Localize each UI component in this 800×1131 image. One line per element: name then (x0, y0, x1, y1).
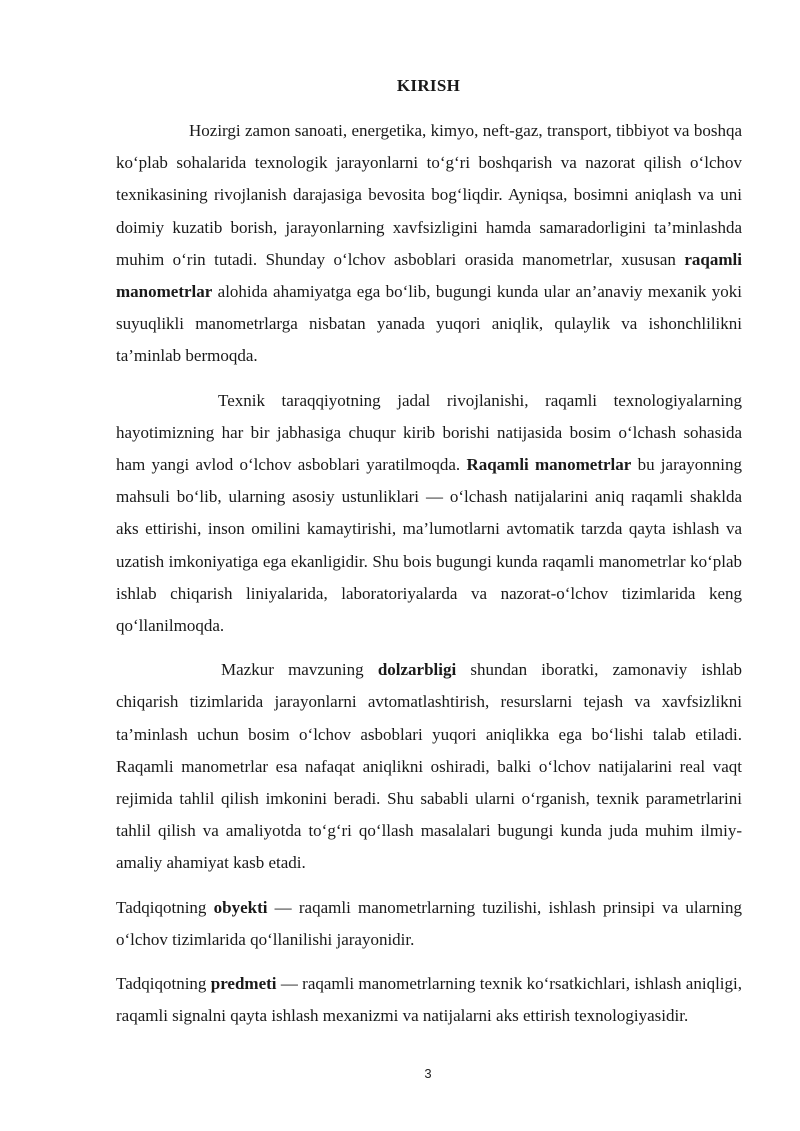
body-text (116, 115, 742, 1044)
paragraph-text: Hozirgi zamon sanoati, energetika, kimyo, neft-gaz, transport, tibbiyot va boshqa ko‘plab sohalarida texnologik jarayonlarni to‘g‘ri boshqarish va nazorat qilish o‘lchov texnikasining rivojlanish darajasiga bevosita bog‘liqdir. Ayniqsa, bosimni aniqlash va uni doimiy kuzatib borish, jarayonlarning xavfsizligini hamda samaradorligini ta’minlashda muhim o‘rin tutadi. Shunday o‘lchov asboblari orasida manometrlar, xususan (116, 121, 742, 269)
section-title: KIRISH (396, 76, 461, 95)
bold-term: dolzarbligi (377, 660, 457, 680)
bold-term: Raqamli manometrlar (466, 455, 632, 475)
paragraph-text: Tadqiqotning (116, 974, 211, 994)
paragraph-research-subject (116, 968, 742, 1032)
paragraph-text: Mazkur mavzuning (221, 660, 378, 680)
paragraph-research-object (116, 892, 742, 956)
paragraph-relevance (116, 654, 742, 879)
bold-term: obyekti (213, 897, 268, 917)
paragraph-technical-progress (116, 385, 742, 643)
bold-term: predmeti (210, 974, 277, 994)
paragraph-introduction (116, 115, 742, 373)
paragraph-text: Texnik taraqqiyotning jadal rivojlanishi, raqamli texnologiyalarning hayotimizning har bir jabhasiga chuqur kirib borishi natijasida bosim o‘lchash sohasida ham yangi avlod o‘lchov asboblari yaratilmoqda. (116, 390, 742, 475)
paragraph-text: shundan iboratki, zamonaviy ishlab chiqarish tizimlarida jarayonlarni avtomatlashtirish, resurslarni tejash va xavfsizlikni ta’minlash uchun bosim o‘lchov asboblari yuqori aniqlikka ega bo‘lishi talab etiladi. Raqamli manometrlar esa nafaqat aniqlikni oshiradi, balki o‘lchov natijalarini real vaqt rejimida tahlil qilish imkonini beradi. Shu sababli ularni o‘rganish, texnik parametrlarini tahlil qilish va amaliyotda to‘g‘ri qo‘llash masalalari bugungi kunda juda muhim ilmiy-amaliy ahamiyat kasb etadi. (116, 660, 742, 873)
paragraph-text: alohida ahamiyatga ega bo‘lib, bugungi kunda ular an’anaviy mexanik yoki suyuqlikli manometrlarga nisbatan yanada yuqori aniqlik, qulaylik va ishonchlilikni ta’minlab bermoqda. (116, 282, 742, 366)
paragraph-text: Tadqiqotning (116, 897, 214, 917)
paragraph-text: — raqamli manometrlarning tuzilishi, ishlash prinsipi va ularning o‘lchov tizimlarida qo‘llanilishi jarayonidir. (116, 897, 742, 949)
bold-term: raqamli manometrlar (116, 249, 742, 302)
paragraph-text: bu jarayonning mahsuli bo‘lib, ularning asosiy ustunliklari — o‘lchash natijalarini aniq raqamli shaklda aks ettirishi, inson omilini kamaytirishi, ma’lumotlarni avtomatik tarzda qayta ishlash va uzatish imkoniyatiga ega ekanligidir. Shu bois bugungi kunda raqamli manometrlar ko‘plab ishlab chiqarish liniyalarida, laboratoriyalarda va nazorat-o‘lchov tizimlarida keng qo‘llanilmoqda. (116, 455, 743, 636)
paragraph-text: — raqamli manometrlarning texnik ko‘rsatkichlari, ishlash aniqligi, raqamli signalni qayta ishlash mexanizmi va natijalarni aks ettirish texnologiyasidir. (116, 974, 742, 1026)
page-number: 3 (424, 1066, 432, 1081)
